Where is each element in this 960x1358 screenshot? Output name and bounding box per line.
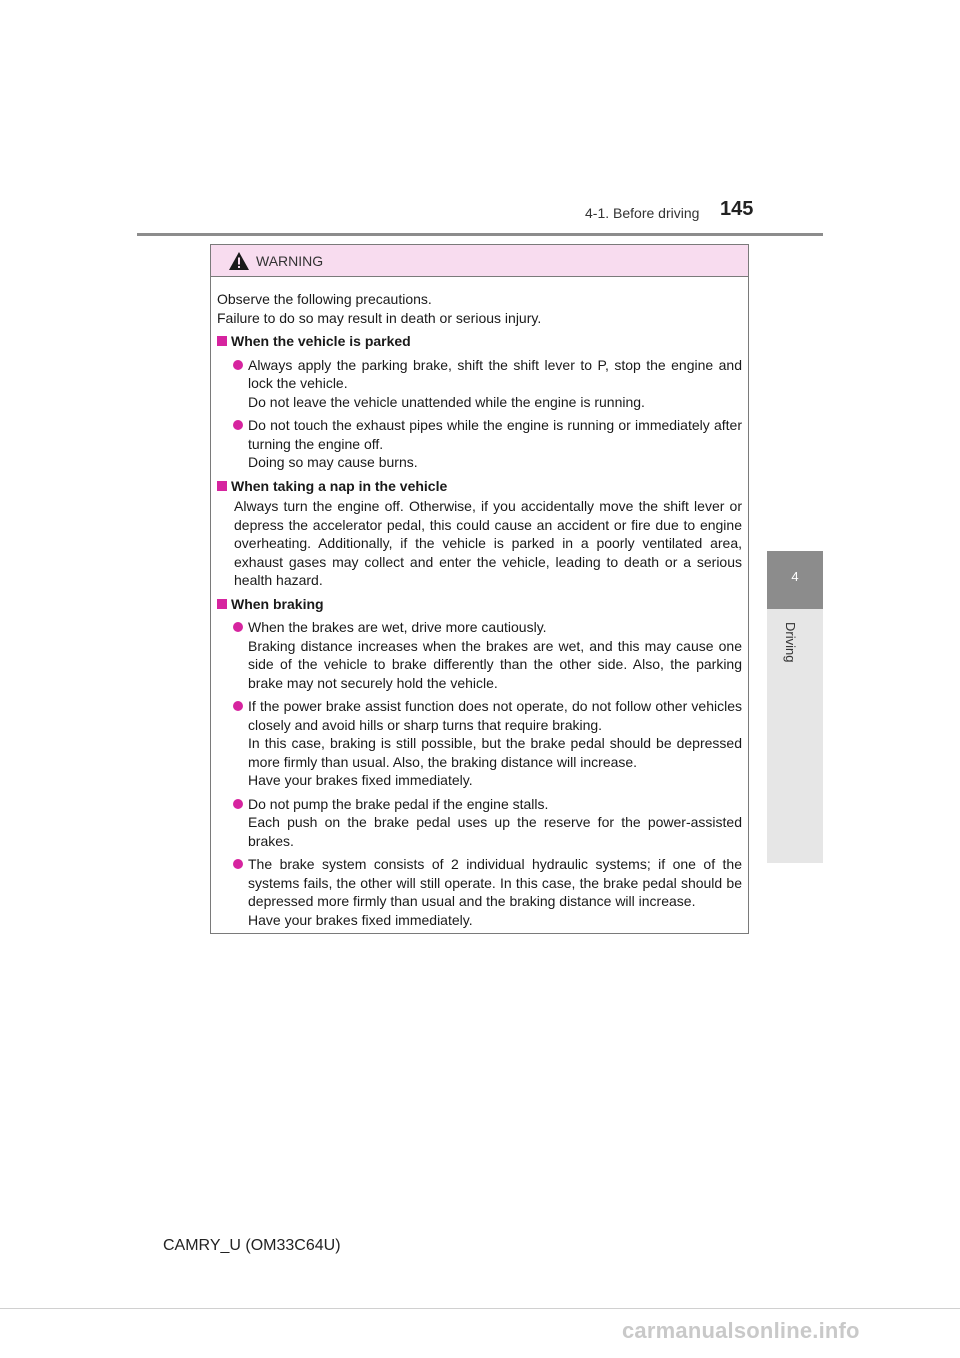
chapter-number: 4: [791, 569, 799, 584]
square-bullet-icon: [217, 336, 227, 346]
chapter-tab: [767, 551, 823, 609]
square-bullet-icon: [217, 599, 227, 609]
warning-box: [210, 244, 749, 934]
warning-intro-line: Observe the following precautions.: [217, 291, 432, 307]
chapter-tab-strip: [767, 609, 823, 863]
warning-intro-line: Failure to do so may result in death or serious injury.: [217, 309, 542, 326]
warning-title: WARNING: [256, 253, 324, 269]
warning-body: [211, 277, 748, 929]
bullet-item: The brake system consists of 2 individual hydraulic systems; if one of the systems fails, the other will still operate. In this case, the brake pedal should be depressed more firmly than usual and the braking distance will increase. Have your brakes fixed immediately.: [217, 855, 742, 929]
bullet-item: When the brakes are wet, drive more cautiously. Braking distance increases when the brakes are wet, and this may cause one side of the vehicle to brake differently than the other side. Also, the parking brake may not securely hold the vehicle.: [217, 618, 742, 692]
round-bullet-icon: [233, 859, 243, 869]
watermark-divider: [0, 1308, 960, 1309]
section-paragraph: Always turn the engine off. Otherwise, if you accidentally move the shift lever or depress the accelerator pedal, this could cause an accident or fire due to engine overheating. Additionally, if the vehicle is parked in a poorly ventilated area, exhaust gases may collect and enter the vehicle, leading to death or a serious health hazard.: [234, 498, 742, 588]
round-bullet-icon: [233, 799, 243, 809]
square-bullet-icon: [217, 481, 227, 491]
warning-triangle-icon: [229, 252, 249, 270]
bullet-item: Always apply the parking brake, shift the shift lever to P, stop the engine and lock the vehicle. Do not leave the vehicle unattended while the engine is running.: [217, 356, 742, 412]
round-bullet-icon: [233, 701, 243, 711]
section-heading-braking: When braking: [217, 595, 742, 614]
bullet-item: Do not pump the brake pedal if the engine stalls. Each push on the brake pedal uses up the reserve for the power-assisted brakes.: [217, 795, 742, 851]
header-divider: [137, 233, 823, 236]
round-bullet-icon: [233, 360, 243, 370]
footer-model-code: CAMRY_U (OM33C64U): [163, 1237, 341, 1254]
chapter-label: Driving: [783, 622, 798, 663]
round-bullet-icon: [233, 420, 243, 430]
bullet-item: Do not touch the exhaust pipes while the engine is running or immediately after turning the engine off. Doing so may cause burns.: [217, 416, 742, 472]
watermark-link[interactable]: carmanualsonline.info: [622, 1318, 860, 1343]
running-header-section: 4-1. Before driving: [585, 205, 700, 221]
bullet-item: If the power brake assist function does not operate, do not follow other vehicles closely and avoid hills or sharp turns that require braking. In this case, braking is still possible, but the brake pedal should be depressed more firmly than usual. Also, the braking distance will increase. Have your brakes fixed immediately.: [217, 697, 742, 790]
section-heading-parked: When the vehicle is parked: [217, 332, 742, 351]
round-bullet-icon: [233, 622, 243, 632]
page-number: 145: [720, 198, 754, 220]
warning-header: [211, 245, 748, 277]
section-heading-nap: When taking a nap in the vehicle: [217, 477, 742, 496]
